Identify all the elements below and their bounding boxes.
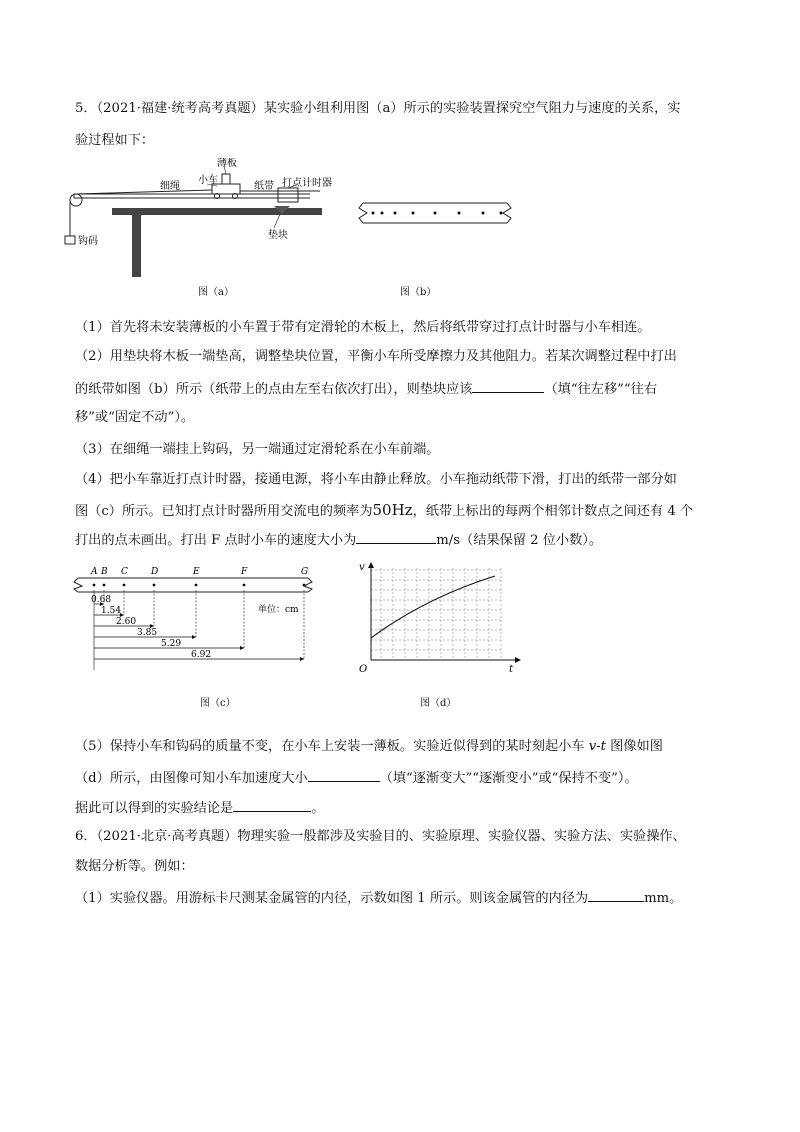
q5-step4-line3 xyxy=(75,529,602,551)
tape-point-B xyxy=(103,584,106,587)
q5-step1: （1）首先将未安装薄板的小车置于带有定滑轮的木板上，然后将纸带穿过打点计时器与小车相连。 xyxy=(75,320,651,335)
distance-label: 6.92 xyxy=(191,650,212,660)
tape-point-A xyxy=(93,584,96,587)
figure-a-apparatus xyxy=(62,158,342,298)
tape-point-label: F xyxy=(241,567,248,577)
q5-step4-question: 打出的点未画出。打出 F 点时小车的速度大小为 xyxy=(75,533,357,548)
q6-heading-cont: 数据分析等。例如： xyxy=(75,859,194,874)
tape-point-label: D xyxy=(151,567,159,577)
figure-c-tape xyxy=(68,560,320,670)
figure-d-caption: 图（d） xyxy=(420,698,457,709)
vt-curve xyxy=(371,576,495,638)
answer-blank-acceleration[interactable] xyxy=(308,767,380,782)
q5-step2-line1: （2）用垫块将木板一端垫高，调整垫块位置，平衡小车所受摩擦力及其他阻力。若某次调整过程中打出 xyxy=(75,349,677,364)
q6-unit: mm。 xyxy=(644,891,683,906)
tape-point-label: G xyxy=(301,567,309,577)
figure-b-tape xyxy=(355,195,525,235)
q5-step5-line3 xyxy=(75,797,324,819)
tape-point-D xyxy=(153,584,156,587)
label-weight: 钩码 xyxy=(78,236,98,247)
distance-label: 0.68 xyxy=(91,595,112,605)
distance-label: 2.60 xyxy=(116,617,137,627)
velocity-unit: m/s xyxy=(436,533,461,548)
q5-step5-question: （d）所示，由图像可知小车加速度大小 xyxy=(75,771,308,786)
q5-step4-text-cont: ，纸带上标出的每两个相邻计数点之间还有 4 个 xyxy=(412,504,694,519)
distance-label: 1.54 xyxy=(101,606,122,616)
q5-heading-cont: 验过程如下： xyxy=(75,133,155,148)
q6-step1-text: （1）实验仪器。用游标卡尺测某金属管的内径，示数如图 1 所示。则该金属管的内径为 xyxy=(75,891,589,906)
q5-step5-text-cont: 图像如图 xyxy=(605,739,663,754)
answer-blank-conclusion[interactable] xyxy=(233,797,311,812)
q5-step5-line1 xyxy=(75,737,663,757)
q5-step2-line2 xyxy=(75,378,657,400)
q5-heading: 5．（2021·福建·统考高考真题）某实验小组利用图（a）所示的实验装置探究空气阻力与速度的关系，实 xyxy=(75,101,681,116)
label-timer: 打点计时器 xyxy=(282,178,332,189)
t-label: t xyxy=(509,664,514,675)
q5-step5-line2 xyxy=(75,767,638,789)
figure-d-vt-graph xyxy=(355,560,525,675)
label-cart: 小车 xyxy=(198,175,218,186)
q5-step3: （3）在细绳一端挂上钩码，另一端通过定滑轮系在小车前端。 xyxy=(75,442,440,457)
figure-b-caption: 图（b） xyxy=(400,287,437,298)
tape-point-G xyxy=(303,584,306,587)
answer-blank-velocity[interactable] xyxy=(356,529,436,544)
figure-c-caption: 图（c） xyxy=(200,698,236,709)
tape-point-C xyxy=(123,584,126,587)
q6-heading: 6．（2021·北京·高考真题）物理实验一般都涉及实验目的、实验原理、实验仪器、实验方法、实验操作、 xyxy=(75,829,686,844)
v-label: v xyxy=(359,562,365,573)
label-tape: 纸带 xyxy=(254,181,274,192)
tape-point-E xyxy=(195,584,198,587)
q5-step4-line1: （4）把小车靠近打点计时器，接通电源，将小车由静止释放。小车拖动纸带下滑，打出的纸带一部分如 xyxy=(75,472,677,487)
unit-label: 单位：cm xyxy=(258,605,299,615)
tape-point-F xyxy=(243,584,246,587)
tape-point-label: B xyxy=(101,567,108,577)
label-rope: 细绳 xyxy=(160,181,180,192)
label-block: 垫块 xyxy=(268,230,288,241)
distance-label: 3.85 xyxy=(137,628,158,638)
answer-blank-inner-diameter[interactable] xyxy=(588,887,644,902)
q5-step4-note: （结果保留 2 位小数）。 xyxy=(460,533,603,548)
origin-label: O xyxy=(359,664,368,675)
label-thin-board: 薄板 xyxy=(217,158,237,169)
vt-symbol: v-t xyxy=(588,739,606,754)
q5-step4-text: 图（c）所示。已知打点计时器所用交流电的频率为 xyxy=(75,504,373,519)
q5-step2-text: 的纸带如图（b）所示（纸带上的点由左至右依次打出），则垫块应该 xyxy=(75,382,473,397)
tape-point-label: C xyxy=(121,567,128,577)
q5-conclusion-text: 据此可以得到的实验结论是 xyxy=(75,801,234,816)
q5-step5-text: （5）保持小车和钩码的质量不变，在小车上安装一薄板。实验近似得到的某时刻起小车 xyxy=(75,739,589,754)
tape-point-label: E xyxy=(193,567,200,577)
q5-conclusion-end: 。 xyxy=(311,801,325,816)
frequency-value: 50Hz xyxy=(372,501,413,519)
q5-step4-line2 xyxy=(75,500,693,522)
q6-step1 xyxy=(75,887,682,909)
q5-step5-options: （填“逐渐变大”“逐渐变小”或“保持不变”）。 xyxy=(379,771,638,786)
tape-point-label: A xyxy=(91,567,98,577)
q5-step2-line3: 移”或“固定不动”）。 xyxy=(75,410,195,425)
figure-a-caption: 图（a） xyxy=(198,287,234,298)
q5-step2-options: （填“往左移”“往右 xyxy=(544,382,658,397)
answer-blank-block-direction[interactable] xyxy=(472,378,544,393)
distance-label: 5.29 xyxy=(161,639,182,649)
